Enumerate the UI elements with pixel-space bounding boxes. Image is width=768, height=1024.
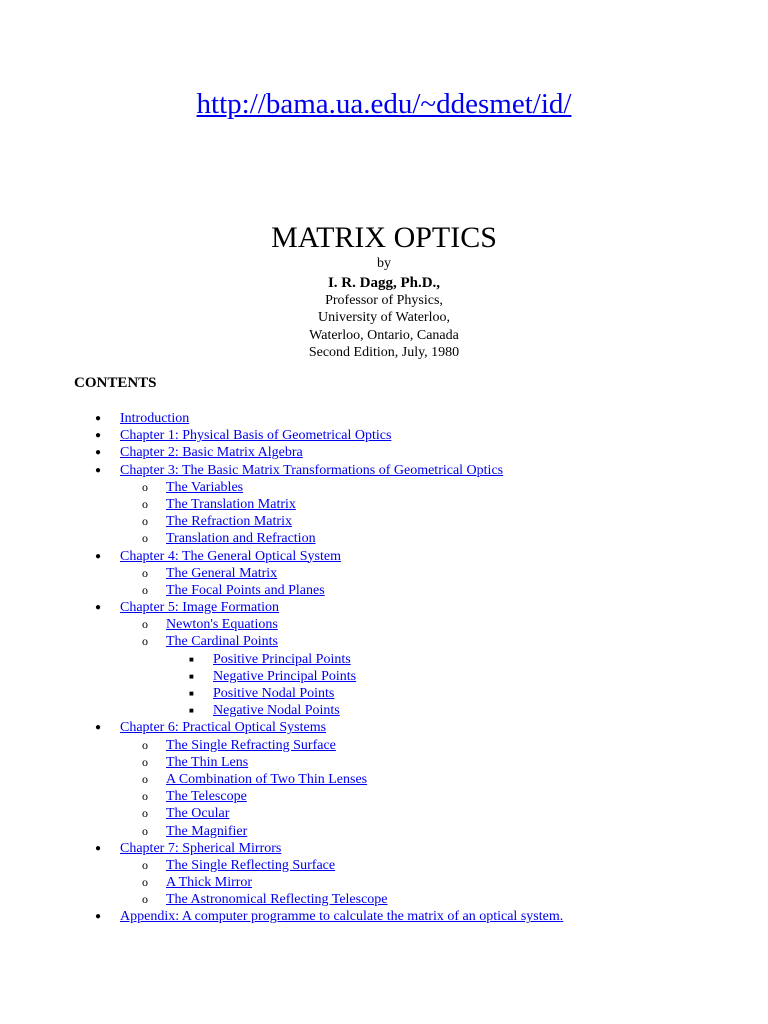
bullet-circle-icon: o [142,875,148,890]
toc-link[interactable]: The Cardinal Points [166,634,278,650]
bullet-circle-icon: o [142,771,148,786]
bullet-disc-icon: ● [95,550,102,562]
bullet-disc-icon: ● [95,842,102,854]
toc-link[interactable]: The Thin Lens [166,754,249,770]
toc-link[interactable]: The Single Refracting Surface [166,737,336,753]
bullet-circle-icon: o [142,565,148,580]
bullet-disc-icon: ● [95,911,102,923]
toc-link[interactable]: Chapter 4: The General Optical System [120,548,341,564]
bullet-square-icon: ■ [189,654,194,664]
title-block [0,220,768,362]
toc-item [0,668,768,685]
affiliation-line: Professor of Physics, [325,293,443,308]
toc-item [0,599,768,616]
toc-link[interactable]: The Ocular [166,806,230,822]
toc-item [0,427,768,444]
toc-link[interactable]: Negative Nodal Points [213,703,340,719]
toc-link[interactable]: The Focal Points and Planes [166,582,325,598]
toc-item [0,874,768,891]
toc-link[interactable]: Translation and Refraction [166,531,316,547]
edition-line: Second Edition, July, 1980 [308,345,460,361]
toc-item [0,823,768,840]
toc-item [0,737,768,754]
bullet-circle-icon: o [142,857,148,872]
toc-item [0,479,768,496]
toc-link[interactable]: Introduction [120,411,190,426]
bullet-circle-icon: o [142,806,148,821]
toc-item [0,616,768,633]
toc-link[interactable]: Chapter 3: The Basic Matrix Transformations of Geometrical Optics [120,462,504,478]
bullet-disc-icon: ● [95,447,102,459]
bullet-disc-icon: ● [95,602,102,614]
toc-link[interactable]: Positive Nodal Points [213,686,335,701]
toc-item [0,410,768,427]
toc-link[interactable]: Positive Principal Points [213,651,351,667]
bullet-square-icon: ■ [189,671,194,681]
page-title: MATRIX OPTICS [271,221,497,254]
bullet-circle-icon: o [142,737,148,752]
toc-item [0,771,768,788]
toc-link[interactable]: The Astronomical Reflecting Telescope [166,892,388,908]
toc-item [0,513,768,530]
bullet-circle-icon: o [142,823,148,838]
toc-item [0,444,768,461]
bullet-square-icon: ■ [189,706,194,716]
bullet-circle-icon: o [142,634,148,649]
toc-link[interactable]: Chapter 6: Practical Optical Systems [120,720,327,736]
bullet-circle-icon: o [142,479,148,494]
toc-item [0,582,768,599]
toc-item [0,462,768,479]
toc-link[interactable]: Chapter 1: Physical Basis of Geometrical Optics [120,428,392,444]
toc-item [0,530,768,547]
bullet-circle-icon: o [142,892,148,907]
toc-item [0,754,768,771]
bullet-circle-icon: o [142,617,148,632]
contents-heading: CONTENTS [74,375,157,391]
toc-item [0,840,768,857]
toc-item [0,565,768,582]
toc-link[interactable]: A Combination of Two Thin Lenses [166,771,368,787]
by-line: by [377,256,391,271]
affiliation-line: Waterloo, Ontario, Canada [309,327,459,343]
bullet-circle-icon: o [142,582,148,597]
table-of-contents [0,410,768,926]
bullet-square-icon: ■ [189,689,194,698]
toc-link[interactable]: Chapter 2: Basic Matrix Algebra [120,445,303,461]
toc-link[interactable]: The Magnifier [166,823,248,839]
toc-item [0,685,768,702]
bullet-circle-icon: o [142,531,148,546]
bullet-circle-icon: o [142,754,148,769]
toc-link[interactable]: Negative Principal Points [213,668,357,684]
bullet-disc-icon: ● [95,413,102,424]
toc-item [0,633,768,650]
header-url-link[interactable]: http://bama.ua.edu/~ddesmet/id/ [196,88,572,120]
toc-link[interactable]: Chapter 5: Image Formation [120,600,280,616]
toc-item [0,702,768,719]
bullet-disc-icon: ● [95,464,102,476]
bullet-circle-icon: o [142,789,148,804]
toc-item [0,548,768,565]
bullet-disc-icon: ● [95,430,102,442]
toc-link[interactable]: The Variables [166,479,244,495]
toc-item [0,891,768,908]
author-name: I. R. Dagg, Ph.D., [327,275,441,291]
toc-item [0,651,768,668]
toc-link[interactable]: The General Matrix [166,565,278,581]
toc-link[interactable]: The Refraction Matrix [166,514,292,530]
header-url [0,84,768,124]
bullet-disc-icon: ● [95,722,102,734]
toc-link[interactable]: Appendix: A computer programme to calculate the matrix of an optical system. [120,909,564,925]
toc-link[interactable]: Chapter 7: Spherical Mirrors [120,840,282,856]
toc-link[interactable]: A Thick Mirror [166,875,253,891]
toc-link[interactable]: Newton's Equations [166,617,278,633]
bullet-circle-icon: o [142,514,148,529]
toc-link[interactable]: The Translation Matrix [166,496,296,512]
affiliation-line: University of Waterloo, [318,310,450,326]
toc-item [0,496,768,513]
toc-item [0,805,768,822]
toc-item [0,788,768,805]
toc-item [0,857,768,874]
toc-link[interactable]: The Single Reflecting Surface [166,857,336,873]
toc-item [0,908,768,925]
bullet-circle-icon: o [142,496,148,511]
toc-item [0,719,768,736]
toc-link[interactable]: The Telescope [166,789,247,805]
